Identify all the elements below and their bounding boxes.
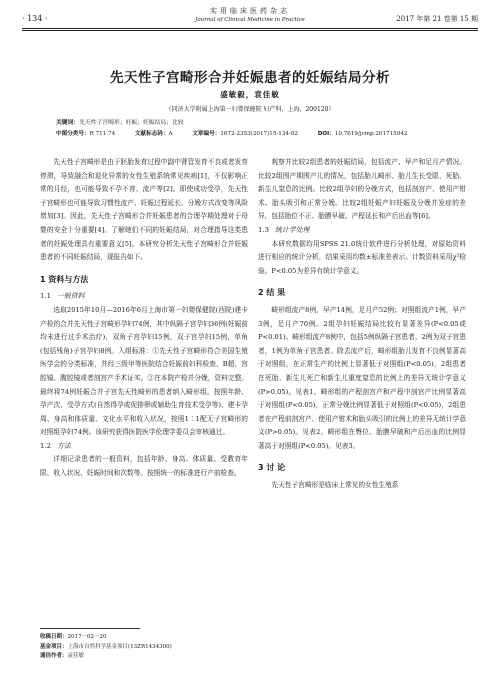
article-no-item xyxy=(192,131,307,137)
paragraph-discussion: 先天性子宫畸形是临床上常见的女性生殖系 xyxy=(271,481,399,490)
subsection-1-1-heading xyxy=(40,290,248,304)
section-2-heading: 2 结 果 xyxy=(258,288,286,298)
right-column xyxy=(258,156,466,493)
paragraph-1-2: 详细记录患者的一般资料，包括年龄、身高、体质量、受教育年限、收入状况、妊娠时间和次数等。按照统一的标准进行产前检查。 xyxy=(40,455,248,478)
subsection-title: 方法 xyxy=(56,441,71,450)
footnote xyxy=(40,633,172,662)
clc-label: 中图分类号： xyxy=(56,131,90,137)
fund-label: 基金项目： xyxy=(40,643,68,650)
clc-item xyxy=(56,131,124,137)
article-title: 先天性子宫畸形合并妊娠患者的妊娠结局分析 xyxy=(110,70,390,86)
fund-value: 上海市自然科学基金项目(13ZR1434300) xyxy=(67,643,172,650)
clc-value: R 711.74 xyxy=(89,131,116,137)
page-number: · 134 · xyxy=(22,14,48,23)
subsection-1-2-heading xyxy=(40,440,248,454)
footnote-rule xyxy=(40,628,140,629)
keywords-label: 关键词： xyxy=(56,120,80,126)
paragraph-results: 畸形组流产8例，早产14例，足月产52例；对照组流产1例，早产3例，足月产70例。2组孕妇妊娠结局比较有显著差异(P<0.05或P<0.01)。畸形组流产8例中，包括5例纵隔子宫患者，2例为双子宫患者，1例为单角子宫患者。除去流产后，畸形组胎儿发育不良例显著高于对照组，在正常生产的比例上显著低于对照组(P<0.05)，2组患者在死胎、新生儿死亡和新生儿重度窒息的比例上的差异无统计学意义(P>0.05)。见表1。畸形组的产程剖宫产和产程中剖宫产比例显著高于对照组(P<0.05)，正常分娩比例显著低于对照组(P<0.05)，2组患者在产程前剖宫产、使用产钳术和胎头吸引的比例上的差异无统计学意义(P>0.05)。见表2。畸形组在臀位、胎膜早破和产后出血的比例显著高于对照组(P<0.05)。见表3。 xyxy=(258,305,466,450)
subsection-number: 1.3 xyxy=(258,225,269,234)
article-authors: 盛敏毅，袁佳敏 xyxy=(220,90,280,99)
subsection-number: 1.1 xyxy=(40,292,51,301)
journal-name-cn: 实用临床医药杂志 xyxy=(210,7,290,15)
received-label: 收稿日期： xyxy=(40,634,68,640)
article-no-label: 文章编号： xyxy=(192,131,221,137)
header-rule xyxy=(22,28,478,29)
doc-label: 文献标志码： xyxy=(134,131,169,137)
intro-paragraph: 先天性子宫畸形是由于胚胎发育过程中副中肾管发育不良或者发育停滞，导致融合和退化异常的女性生殖系统常见疾病[1]，不仅影响正常的月经，也可能导致不孕不育、流产等[2]。即使成功受孕，先天性子宫畸形也可能导致习惯性流产、妊娠过程延长、分娩方式改变等风险增加[3]。因此，先天性子宫畸形合并妊娠患者的合理孕期处理对于母婴的安全十分重要[4]。了解她们不同的妊娠结局，对合理指导这类患者的妊娠处理具有重要意义[5]。本研究分析先天性子宫畸形合并妊娠患者的不同妊娠结局，现报告如下。 xyxy=(40,158,248,262)
fund-line xyxy=(40,643,172,653)
doc-item xyxy=(135,131,182,137)
subsection-1-3-heading xyxy=(258,224,466,238)
issue-info: 2017 年第 21 卷第 15 期 xyxy=(396,15,478,23)
journal-name-en: Journal of Clinical Medicine in Practice xyxy=(195,17,305,23)
received-value: 2017－02－20 xyxy=(67,634,107,640)
classification-line xyxy=(56,129,425,137)
keywords-line xyxy=(56,117,184,126)
doi-item xyxy=(318,131,417,137)
subsection-title: 一般资料 xyxy=(56,292,85,301)
subsection-title: 统计学处理 xyxy=(274,225,310,234)
paragraph-1-1: 选取2015年10月—2016年6月上海市第一妇婴保健院(西院)建卡产检的合并先天性子宫畸形孕妇74例，其中纵隔子宫孕妇36例(妊娠前均未进行过手术治疗)，双角子宫孕妇15例，双子宫孕妇15例，单角(包括残角)子宫孕妇8例。入组标准：①先天性子宫畸形符合美国生殖医学会的分类标准，并经三级甲等医院结合妊娠前妇科检查、B超、宫腔镜、腹腔镜或者剖宫产手术证实。②在本院产检并分娩，资料完整。最终将74例妊娠合并子宫先天性畸形的患者纳入畸形组。按照年龄、孕产次、受孕方式(自然得孕或促排卵或辅助生育技术受孕等)、建卡孕周、身高和体质量、文化水平和收入状况，按照1∶1配无子宫畸形的对照组孕妇74例。该研究获得医院医学伦理学委员会审核通过。 xyxy=(40,305,248,437)
section-3-heading: 3 讨 论 xyxy=(258,463,286,473)
received-date-line xyxy=(40,633,172,643)
article-affiliation: （同济大学附属上海第一妇婴保健院 妇产科，上海，200120） xyxy=(165,106,335,113)
article-no-value: 1672-2353(2017)15-134-02 xyxy=(220,131,298,137)
doi-label: DOI： xyxy=(317,131,335,137)
header-rule-thin xyxy=(22,30,478,31)
section-1-heading: 1 资料与方法 xyxy=(40,274,89,284)
doc-value: A xyxy=(168,131,173,137)
subsection-number: 1.2 xyxy=(40,441,51,450)
paragraph-1-3: 本研究数据均用SPSS 21.0统计软件进行分析处理，对原始资料进行相应的统计分析，结果采用均数±标准差表示。计数资料采用χ²检验。P<0.05为差异有统计学意义。 xyxy=(258,239,466,275)
corresponding-author-line xyxy=(40,652,172,662)
doi-value: 10.7619/jcmp.201715042 xyxy=(334,131,408,137)
author-label: 通信作者： xyxy=(40,653,68,659)
paragraph-methods-cont: 观察并比较2组患者的妊娠结局，包括流产、早产和足月产情况。比较2组围产期围产儿的情况，包括胎儿畸形、胎儿生长受限、死胎、新生儿窒息的比例。比较2组孕妇的分娩方式，包括剖宫产、使用产钳术、胎头吸引和正常分娩。比较2组妊娠产妇妊娠及分娩并发症的差异，包括胎位不正、胎膜早破、产程延长和产后出血等[6]。 xyxy=(258,158,466,221)
author-value: 袁佳敏 xyxy=(67,653,85,659)
keywords-text: 先天性子宫畸形；妊娠；妊娠结局；比较 xyxy=(79,120,184,126)
left-column xyxy=(40,156,248,481)
